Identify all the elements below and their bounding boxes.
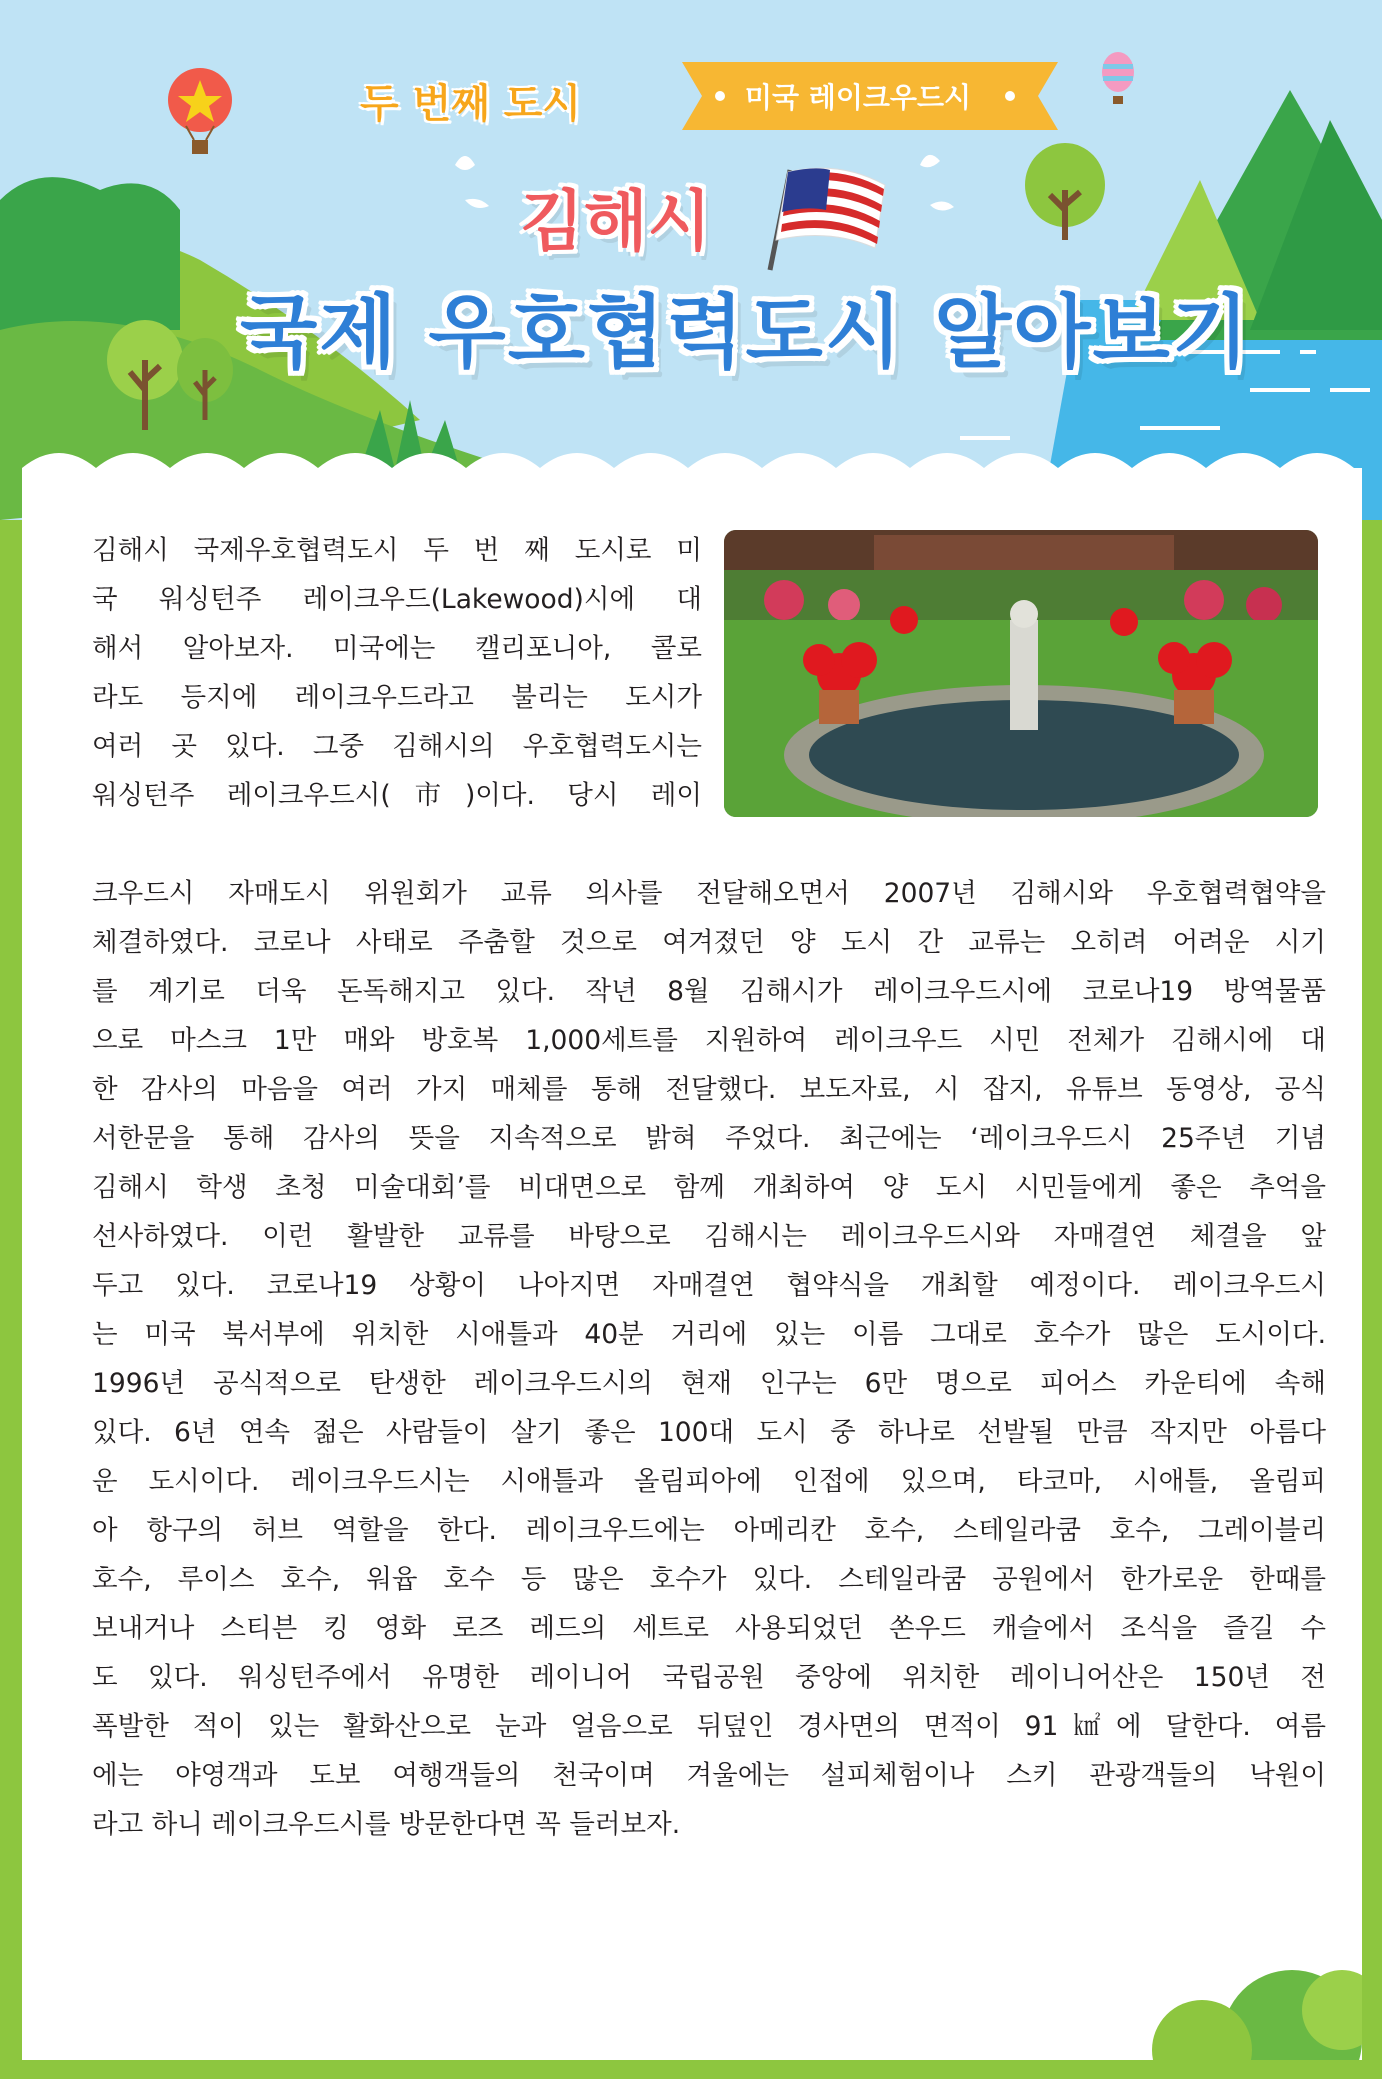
header-banner (0, 0, 1382, 520)
text-line: 체결하였다. 코로나 사태로 주춤할 것으로 여겨졌던 양 도시 간 교류는 오히려 어려운 시기 (92, 927, 1326, 958)
text-line: 워싱턴주 레이크우드시(市)이다. 당시 레이 (92, 780, 702, 811)
series-badge: 두 번째 도시 (360, 81, 582, 127)
text-line: 폭발한 적이 있는 활화산으로 눈과 얼음으로 뒤덮인 경사면의 면적이 91㎢에 달한다. 여름 (92, 1711, 1326, 1742)
text-line: 에는 야영객과 도보 여행객들의 천국이며 겨울에는 설피체험이나 스키 관광객들의 낙원이 (92, 1760, 1326, 1791)
text-line: 두고 있다. 코로나19 상황이 나아지면 자매결연 협약식을 개최할 예정이다. 레이크우드시 (92, 1270, 1326, 1301)
us-flag-icon (770, 168, 885, 270)
page-title-line2: 국제 우호협력도시 알아보기 (240, 286, 1252, 379)
hot-air-balloon-icon (168, 68, 232, 154)
article-panel (22, 470, 1362, 2060)
text-line: 여러 곳 있다. 그중 김해시의 우호협력도시는 (92, 731, 702, 762)
tree-icon (1025, 143, 1105, 240)
text-line: 선사하였다. 이런 활발한 교류를 바탕으로 김해시는 레이크우드시와 자매결연 체결을 앞 (92, 1221, 1326, 1252)
page-title-line1: 김해시 (520, 183, 712, 260)
text-line: 보내거나 스티븐 킹 영화 로즈 레드의 세트로 사용되었던 쏜우드 캐슬에서 조식을 즐길 수 (92, 1613, 1326, 1644)
city-ribbon-label: 미국 레이크우드시 (744, 81, 972, 114)
text-line: 해서 알아보자. 미국에는 캘리포니아, 콜로 (92, 633, 702, 664)
text-line: 호수, 루이스 호수, 워윱 호수 등 많은 호수가 있다. 스테일라쿰 공원에서 한가로운 한때를 (92, 1564, 1326, 1595)
text-line: 있다. 6년 연속 젊은 사람들이 살기 좋은 100대 도시 중 하나로 선발될 만큼 작지만 아름다 (92, 1417, 1326, 1448)
fountain-garden-photo (724, 530, 1318, 817)
text-line: 아 항구의 허브 역할을 한다. 레이크우드에는 아메리칸 호수, 스테일라쿰 호수, 그레이블리 (92, 1515, 1326, 1546)
hot-air-balloon-icon (1102, 52, 1134, 104)
bush-decoration (1142, 1940, 1362, 2060)
text-line: 국 워싱턴주 레이크우드(Lakewood)시에 대 (92, 584, 702, 615)
text-line: 도 있다. 워싱턴주에서 유명한 레이니어 국립공원 중앙에 위치한 레이니어산은 150년 전 (92, 1662, 1326, 1693)
text-line: 서한문을 통해 감사의 뜻을 지속적으로 밝혀 주었다. 최근에는 ‘레이크우드시 25주년 기념 (92, 1123, 1326, 1154)
article-text-body (92, 869, 1326, 1849)
text-line: 한 감사의 마음을 여러 가지 매체를 통해 전달했다. 보도자료, 시 잡지, 유튜브 동영상, 공식 (92, 1074, 1326, 1105)
text-line: 운 도시이다. 레이크우드시는 시애틀과 올림피아에 인접에 있으며, 타코마, 시애틀, 올림피 (92, 1466, 1326, 1497)
text-line: 으로 마스크 1만 매와 방호복 1,000세트를 지원하여 레이크우드 시민 전체가 김해시에 대 (92, 1025, 1326, 1056)
text-line: 김해시 학생 초청 미술대회’를 비대면으로 함께 개최하여 양 도시 시민들에게 좋은 추억을 (92, 1172, 1326, 1203)
text-line: 는 미국 북서부에 위치한 시애틀과 40분 거리에 있는 이름 그대로 호수가 많은 도시이다. (92, 1319, 1326, 1350)
text-line: 김해시 국제우호협력도시 두 번 째 도시로 미 (92, 535, 702, 566)
text-line: 1996년 공식적으로 탄생한 레이크우드시의 현재 인구는 6만 명으로 피어스 카운티에 속해 (92, 1368, 1326, 1399)
text-line: 라고 하니 레이크우드시를 방문한다면 꼭 들러보자. (92, 1809, 681, 1840)
text-line: 라도 등지에 레이크우드라고 불리는 도시가 (92, 682, 702, 713)
text-line: 를 계기로 더욱 돈독해지고 있다. 작년 8월 김해시가 레이크우드시에 코로나19 방역물품 (92, 976, 1326, 1007)
text-line: 크우드시 자매도시 위원회가 교류 의사를 전달해오면서 2007년 김해시와 우호협력협약을 (92, 878, 1326, 909)
article-text-intro (92, 526, 702, 820)
